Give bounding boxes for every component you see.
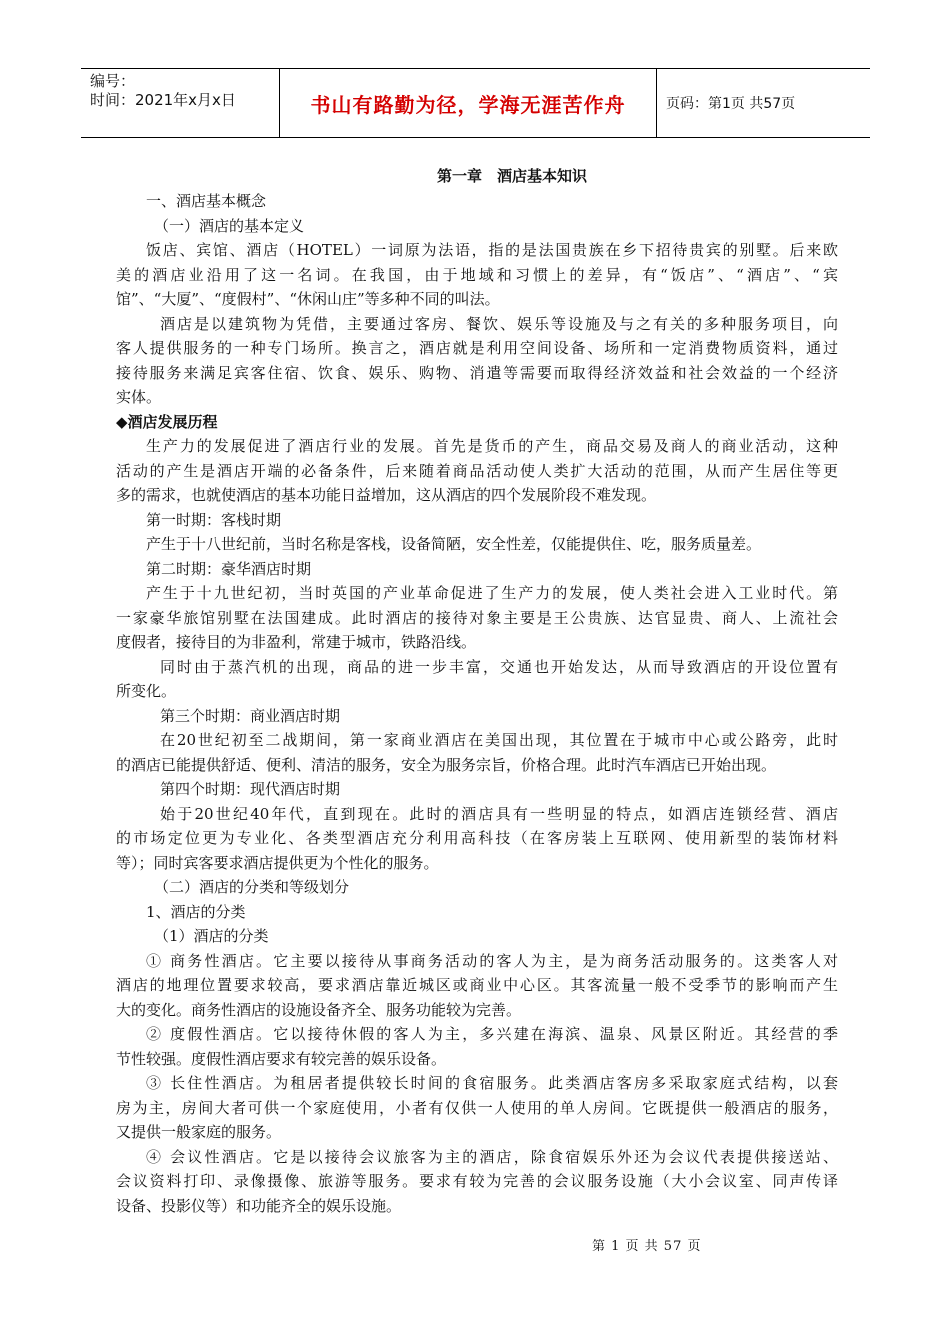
text-line: 所变化。 [116,682,177,700]
chapter-title: 第一章 酒店基本知识 [436,167,587,185]
text-line: 第三个时期：商业酒店时期 [160,706,341,725]
text-line: 第一时期：客栈时期 [146,510,282,529]
text-line: ④ 会议性酒店。它是以接待会议旅客为主的酒店，除食宿娱乐外还为会议代表提供接送站、 [146,1147,838,1166]
text-line: 多的需求，也就使酒店的基本功能日益增加，这从酒店的四个发展阶段不难发现。 [116,486,657,504]
text-line: 同时由于蒸汽机的出现，商品的进一步丰富，交通也开始发达，从而导致酒店的开设位置有 [160,657,838,676]
text-line: 美的酒店业沿用了这一名词。在我国，由于地域和习惯上的差异，有“饭店”、“酒店”、“宾 [116,265,838,284]
text-line: 1、酒店的分类 [146,902,246,921]
text-line: 第二时期：豪华酒店时期 [146,559,312,578]
text-line: 在20世纪初至二战期间，第一家商业酒店在美国出现，其位置在于城市中心或公路旁，此时 [160,731,838,749]
text-line: 始于20世纪40年代，直到现在。此时的酒店具有一些明显的特点，如酒店连锁经营、酒店 [160,804,838,823]
header-meta [81,69,280,137]
text-line: 的市场定位更为专业化、各类型酒店充分利用高科技（在客房装上互联网、使用新型的装饰材料 [116,829,838,847]
text-line: 又提供一般家庭的服务。 [116,1123,282,1141]
text-line: ◆酒店发展历程 [116,412,218,431]
text-line: 客人提供服务的一种专门场所。换言之，酒店就是利用空间设备、场所和一定消费物质资料，通过 [116,339,838,357]
text-line: 节性较强。度假性酒店要求有较完善的娱乐设备。 [116,1049,447,1068]
text-line: ② 度假性酒店。它以接待休假的客人为主，多兴建在海滨、温泉、风景区附近。其经营的季 [146,1025,838,1043]
text-line: 一、酒店基本概念 [146,192,267,210]
text-line: 一家豪华旅馆别墅在法国建成。此时酒店的接待对象主要是王公贵族、达官显贵、商人、上流社会 [116,608,838,627]
document-date: 时间：2021年x月x日 [90,91,236,109]
text-line: 酒店是以建筑物为凭借，主要通过客房、餐饮、娱乐等设施及与之有关的多种服务项目，向 [160,314,838,333]
header-motto: 书山有路勤为径，学海无涯苦作舟 [310,92,626,117]
text-line: 会议资料打印、录像摄像、旅游等服务。要求有较为完善的会议服务设施（大小会议室、同声传译 [116,1172,838,1190]
text-line: 第四个时期：现代酒店时期 [160,780,341,798]
document-body [116,163,838,1218]
text-line: （1）酒店的分类 [154,927,269,945]
text-line: 产生于十八世纪前，当时名称是客栈，设备简陋，安全性差，仅能提供住、吃，服务质量差。 [146,535,762,553]
text-line: 馆”、“大厦”、“度假村”、“休闲山庄”等多种不同的叫法。 [116,290,500,308]
text-line: ① 商务性酒店。它主要以接待从事商务活动的客人为主，是为商务活动服务的。这类客人对 [146,951,838,970]
text-line: 大的变化。商务性酒店的设施设备齐全、服务功能较为完善。 [116,1000,522,1019]
text-line: 等）；同时宾客要求酒店提供更为个性化的服务。 [116,853,439,872]
text-line: 活动的产生是酒店开端的必备条件，后来随着商品活动使人类扩大活动的范围，从而产生居住等更 [116,461,838,480]
document-number: 编号： [90,72,136,90]
page-header [81,68,870,138]
text-line: （二）酒店的分类和等级划分 [154,878,350,896]
page-footer: 第 1 页 共 57 页 [592,1239,702,1254]
header-page-info: 页码：第1页 共57页 [666,96,796,112]
text-line: ③ 长住性酒店。为租居者提供较长时间的食宿服务。此类酒店客房多采取家庭式结构，以套 [146,1074,838,1092]
text-line: 设备、投影仪等）和功能齐全的娱乐设施。 [116,1196,402,1215]
text-line: 实体。 [116,388,162,406]
text-line: 酒店的地理位置要求较高，要求酒店靠近城区或商业中心区。其客流量一般不受季节的影响而产生 [116,976,838,994]
text-line: 度假者，接待目的为非盈利，常建于城市，铁路沿线。 [116,633,477,651]
text-line: 接待服务来满足宾客住宿、饮食、娱乐、购物、消遣等需要而取得经济效益和社会效益的一个经济 [116,363,838,382]
text-line: 饭店、宾馆、酒店（HOTEL）一词原为法语，指的是法国贵族在乡下招待贵宾的别墅。后来欧 [146,241,838,259]
header-motto-cell [280,69,657,137]
text-line: 的酒店已能提供舒适、便利、清洁的服务，安全为服务宗旨，价格合理。此时汽车酒店已开始出现。 [116,755,777,774]
text-line: 房为主，房间大者可供一个家庭使用，小者有仅供一人使用的单人房间。它既提供一般酒店的服务， [116,1098,838,1117]
text-line: （一）酒店的基本定义 [154,216,305,235]
text-line: 生产力的发展促进了酒店行业的发展。首先是货币的产生，商品交易及商人的商业活动，这种 [146,437,838,455]
text-line: 产生于十九世纪初，当时英国的产业革命促进了生产力的发展，使人类社会进入工业时代。第 [146,584,838,602]
